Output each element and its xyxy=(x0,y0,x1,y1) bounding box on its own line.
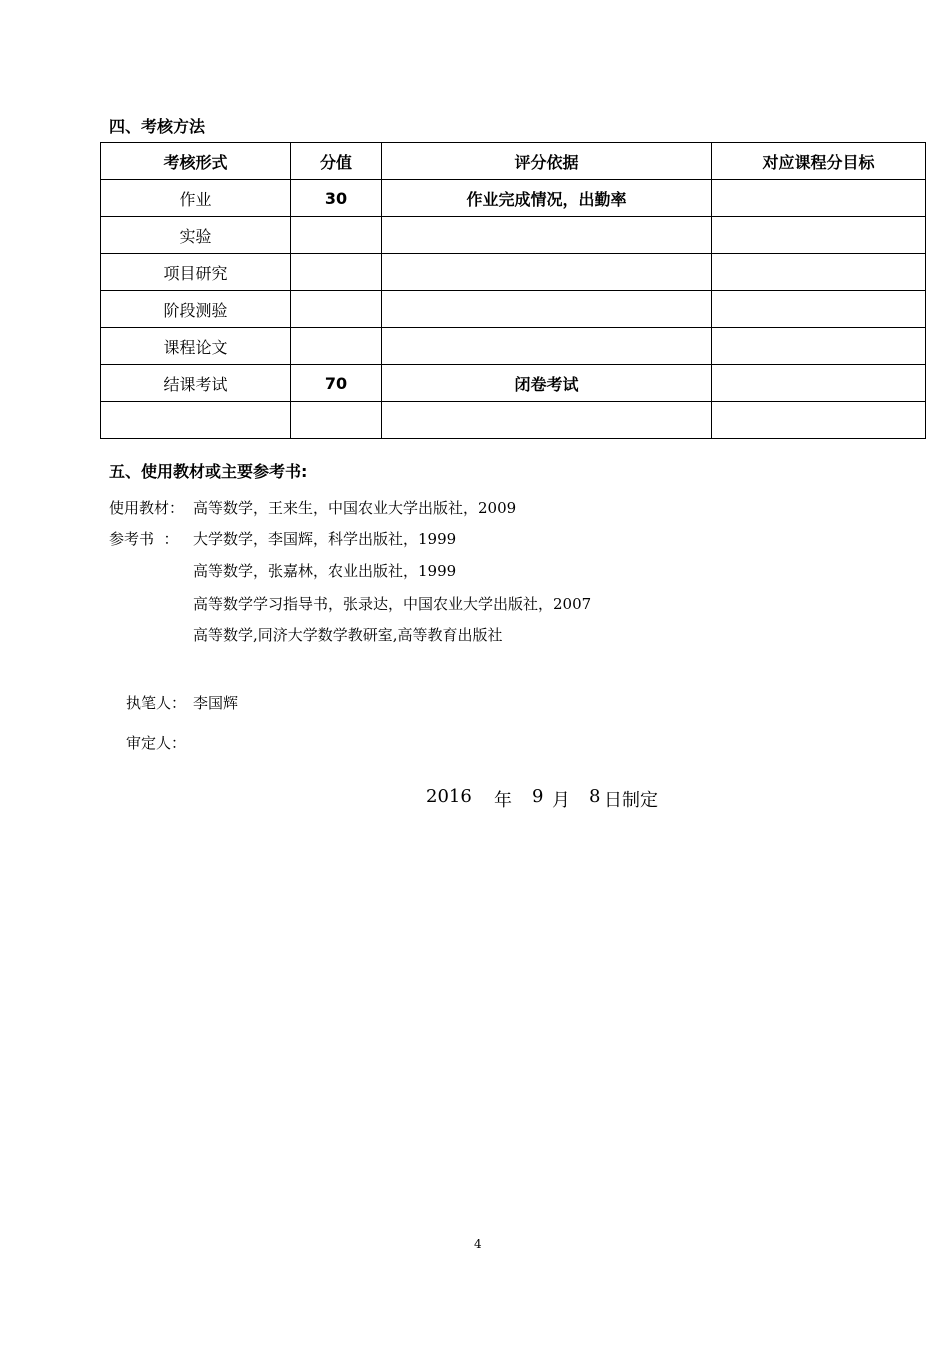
form-cell: 项目研究 xyxy=(101,254,291,291)
target-cell xyxy=(712,217,926,254)
target-cell xyxy=(712,328,926,365)
basis-cell: 闭卷考试 xyxy=(382,365,712,402)
reviewer-label: 审定人： xyxy=(126,734,187,752)
section-5-title: 五、使用教材或主要参考书: xyxy=(109,462,308,481)
basis-cell xyxy=(382,254,712,291)
target-cell xyxy=(712,402,926,439)
score-cell xyxy=(291,291,382,328)
table-header-row xyxy=(101,143,926,180)
section-4-title: 四、考核方法 xyxy=(109,117,206,136)
reference-entry: 高等数学学习指导书，张录达，中国农业大学出版社，2007 xyxy=(193,595,592,613)
table-row xyxy=(101,365,926,402)
target-cell xyxy=(712,365,926,402)
reference-entry: 大学数学，李国辉，科学出版社，1999 xyxy=(193,530,457,548)
score-cell xyxy=(291,254,382,291)
basis-cell xyxy=(382,291,712,328)
table-row xyxy=(101,402,926,439)
table-row xyxy=(101,328,926,365)
author-name: 李国辉 xyxy=(193,694,239,712)
score-cell xyxy=(291,217,382,254)
form-cell xyxy=(101,402,291,439)
refs-label: 参考书 ： xyxy=(109,530,179,548)
date-suffix: 日制定 xyxy=(604,790,658,811)
target-cell xyxy=(712,180,926,217)
textbook-label: 使用教材： xyxy=(109,499,185,517)
score-cell: 70 xyxy=(291,365,382,402)
table-row xyxy=(101,180,926,217)
reference-entry: 高等数学,同济大学数学教研室,高等教育出版社 xyxy=(193,626,503,644)
form-cell: 结课考试 xyxy=(101,365,291,402)
score-cell xyxy=(291,402,382,439)
target-cell xyxy=(712,254,926,291)
reference-entry: 高等数学，张嘉林，农业出版社，1999 xyxy=(193,562,457,580)
form-cell: 作业 xyxy=(101,180,291,217)
target-cell xyxy=(712,291,926,328)
form-cell: 课程论文 xyxy=(101,328,291,365)
basis-cell xyxy=(382,217,712,254)
header-cell: 评分依据 xyxy=(382,143,712,180)
table-row xyxy=(101,291,926,328)
date-day: 8 xyxy=(589,786,601,807)
form-cell: 阶段测验 xyxy=(101,291,291,328)
date-year-unit: 年 xyxy=(494,790,512,811)
basis-cell: 作业完成情况，出勤率 xyxy=(382,180,712,217)
form-cell: 实验 xyxy=(101,217,291,254)
date-month-unit: 月 xyxy=(552,790,570,811)
basis-cell xyxy=(382,328,712,365)
author-label: 执笔人： xyxy=(126,694,187,712)
date-year: 2016 xyxy=(426,786,472,807)
table-row xyxy=(101,217,926,254)
assessment-table xyxy=(100,142,926,439)
page-number: 4 xyxy=(474,1237,482,1251)
date-month: 9 xyxy=(532,786,544,807)
header-cell: 考核形式 xyxy=(101,143,291,180)
basis-cell xyxy=(382,402,712,439)
score-cell xyxy=(291,328,382,365)
table-row xyxy=(101,254,926,291)
score-cell: 30 xyxy=(291,180,382,217)
textbook-entry: 高等数学，王来生，中国农业大学出版社，2009 xyxy=(193,499,517,517)
header-cell: 分值 xyxy=(291,143,382,180)
header-cell: 对应课程分目标 xyxy=(712,143,926,180)
